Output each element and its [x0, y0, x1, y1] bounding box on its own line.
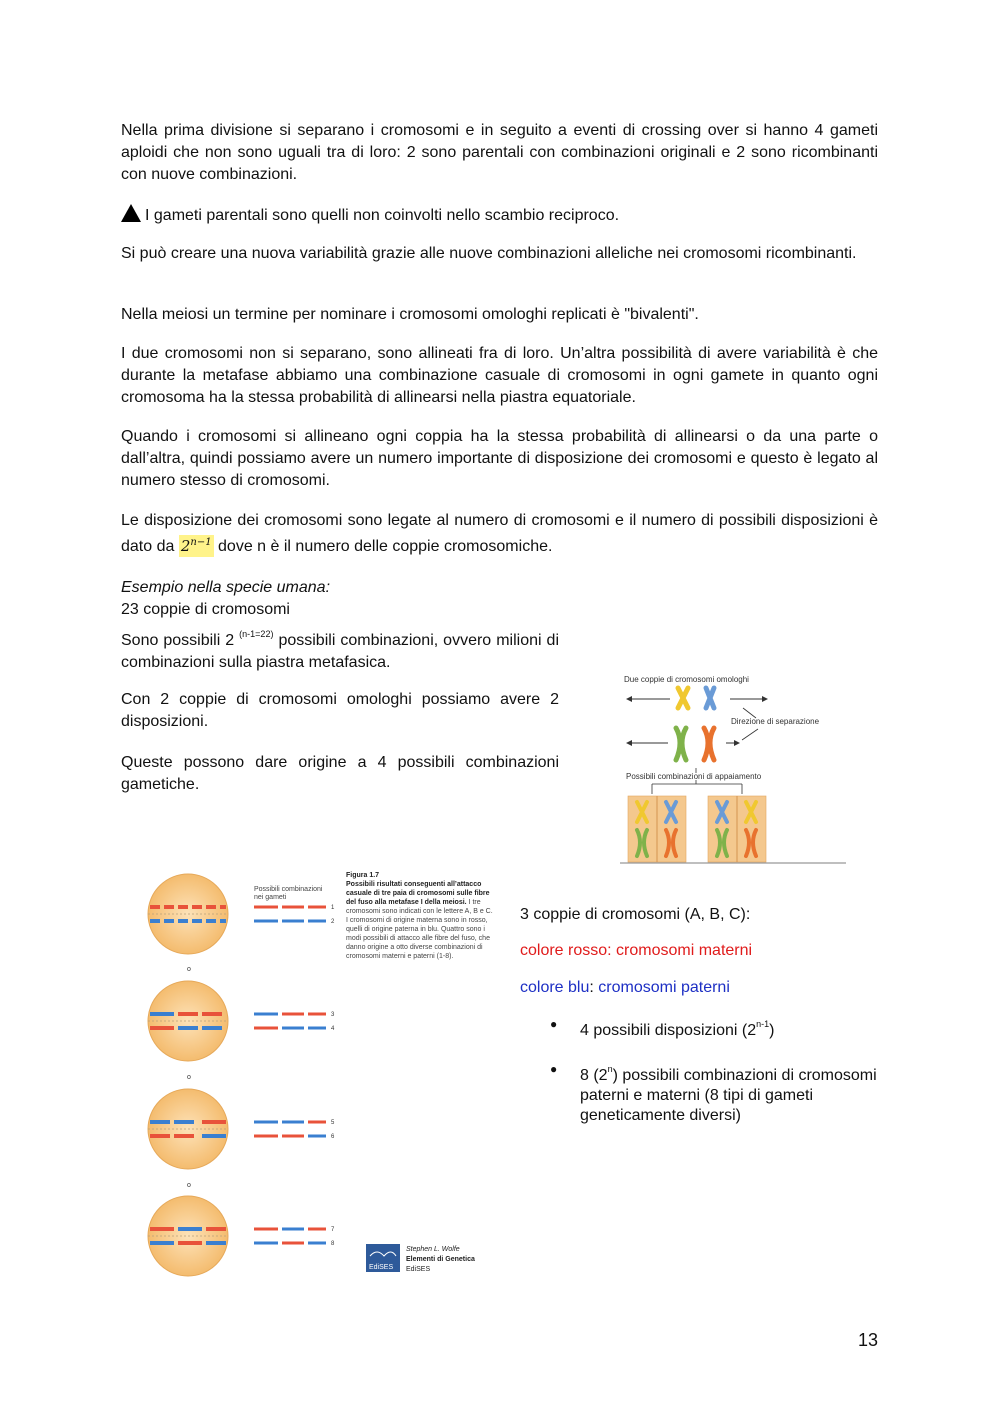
paternal-text: cromosomi paterni: [598, 979, 730, 996]
chromosome-yellow: [678, 688, 688, 708]
warning-icon: [121, 204, 141, 222]
cell-arrangement-4: [148, 1196, 335, 1276]
separator-o-2: o: [187, 1074, 191, 1081]
right-notes: [520, 905, 880, 1144]
figure-bottom-header-line1: Possibili combinazioni: [254, 886, 323, 893]
paragraph-variability: Si può creare una nuova variabilità grazie alle nuove combinazioni alleliche nei cromosomi ricombinanti.: [121, 245, 857, 262]
notes-line-paternal: [520, 978, 880, 998]
bullet2-text: 8 (2: [580, 1067, 608, 1084]
example-line1: 23 coppie di cromosomi: [121, 601, 290, 618]
example-line2-b: possibili combinazioni, ovvero milioni di combinazioni sulla piastra metafasica.: [121, 632, 559, 671]
bullet1-end: ): [769, 1022, 775, 1039]
bullet1-text: 4 possibili disposizioni (2: [580, 1022, 757, 1039]
bullet2-end: ) possibili combinazioni di cromosomi paterni e materni (8 tipi di gameti geneticamente diversi): [580, 1067, 877, 1124]
figure-homologous-pairs: [618, 672, 850, 867]
paragraph-warning: [121, 204, 878, 227]
paternal-label: colore blu: [520, 979, 590, 996]
logo-text: EdiSES: [369, 1264, 394, 1271]
cell-arrangement-2: [148, 981, 335, 1061]
cell-arrangement-3: [148, 1089, 335, 1169]
caption-title: Figura 1.7: [346, 872, 380, 879]
gamete-number-5: 5: [331, 1120, 335, 1126]
gamete-number-3: 3: [331, 1012, 335, 1018]
combination-panel-left: [628, 796, 686, 862]
notes-bullet-list: [520, 1014, 880, 1126]
bullet-disposizioni: [520, 1014, 880, 1041]
example-title: Esempio nella specie umana:: [121, 579, 331, 596]
figure-top-combinations-label: Possibili combinazioni di appaiamento: [626, 772, 762, 781]
figure-caption: [346, 871, 496, 961]
bullet2-sup: n: [607, 1064, 613, 1074]
figure-top-title: Due coppie di cromosomi omologhi: [624, 675, 749, 684]
formula-base: 2: [180, 537, 191, 555]
disposizioni-text: Le disposizione dei cromosomi sono legate al numero di cromosomi e il numero di possibili disposizioni è dato da: [121, 512, 878, 555]
figure-bottom-header-line2: nei gameti: [254, 894, 287, 901]
example-line2: [121, 623, 559, 674]
gamete-number-7: 7: [331, 1227, 335, 1233]
warning-text: I gameti parentali sono quelli non coinvolti nello scambio reciproco.: [145, 207, 620, 224]
bullet1-sup: n-1: [756, 1019, 770, 1029]
edises-logo: [366, 1244, 400, 1272]
paragraph-crossing-over: Nella prima divisione si separano i cromosomi e in seguito a eventi di crossing over si hanno 4 gameti aploidi che non sono uguali tra di loro: 2 sono parentali con combinazioni originali e 2 sono ricombinanti con nuove combinazioni.: [121, 122, 878, 183]
chromosome-green: [676, 728, 686, 760]
caption-text: I tre cromosomi sono indicati con le lettere A, B e C. I cromosomi di origine materna sono in rosso, quelli di origine paterna in blu. Quattro sono i modi possibili di attacco alle fibre del fuso, che danno origine a otto diverse combinazioni di cromosomi materni e paterni (1-8).: [346, 899, 493, 960]
formula-exponent: n−1: [190, 537, 212, 548]
credit-book: Elementi di Genetica: [406, 1256, 475, 1263]
disposizioni-text-end: dove n è il numero delle coppie cromosomiche.: [218, 538, 553, 555]
example-para2: Con 2 coppie di cromosomi omologhi possiamo avere 2 disposizioni.: [121, 691, 559, 730]
gamete-number-8: 8: [331, 1241, 335, 1247]
credit-publisher: EdiSES: [406, 1266, 431, 1273]
notes-line-pairs: 3 coppie di cromosomi (A, B, C):: [520, 906, 751, 923]
paternal-colon: :: [589, 979, 599, 996]
paragraph-bivalenti: Nella meiosi un termine per nominare i cromosomi omologhi replicati è "bivalenti".: [121, 306, 699, 323]
paragraph-disposizioni: [121, 510, 878, 558]
gamete-number-1: 1: [331, 905, 335, 911]
formula-highlight: [179, 535, 214, 557]
separator-o-3: o: [187, 1182, 191, 1189]
page-number: 13: [857, 1330, 878, 1350]
paragraph-metafase: I due cromosomi non si separano, sono allineati fra di loro. Un’altra possibilità di avere variabilità è che durante la metafase abbiamo una combinazione casuale di cromosomi in ogni gamete in quanto ogni cromosoma ha la stessa probabilità di allinearsi nella piastra equatoriale.: [121, 345, 878, 406]
caption-bold: Possibili risultati conseguenti all’attacco casuale di tre paia di cromosomi sulle fibre del fuso alla metafase I della meiosi.: [346, 881, 490, 906]
example-para3: Queste possono dare origine a 4 possibili combinazioni gametiche.: [121, 754, 559, 793]
gamete-number-2: 2: [331, 919, 335, 925]
example-line2-sup: (n-1=22): [239, 629, 274, 639]
gamete-number-4: 4: [331, 1026, 335, 1032]
gamete-number-6: 6: [331, 1134, 335, 1140]
paragraph-allineamento: Quando i cromosomi si allineano ogni coppia ha la stessa probabilità di allinearsi o da una parte o dall’altra, quindi possiamo avere un numero importante di disposizione dei cromosomi e questo è legato al numero stesso di cromosomi.: [121, 428, 878, 489]
chromosome-orange: [704, 728, 714, 760]
example-line2-a: Sono possibili 2: [121, 632, 235, 649]
credit-author: Stephen L. Wolfe: [406, 1246, 460, 1253]
combination-panel-right: [708, 796, 766, 862]
separator-o-1: o: [187, 966, 191, 973]
figure-top-separation-label: Direzione di separazione: [731, 717, 820, 726]
chromosome-blue: [706, 688, 714, 708]
bullet-combinazioni: [520, 1059, 880, 1126]
notes-line-maternal: colore rosso: cromosomi materni: [520, 942, 753, 959]
